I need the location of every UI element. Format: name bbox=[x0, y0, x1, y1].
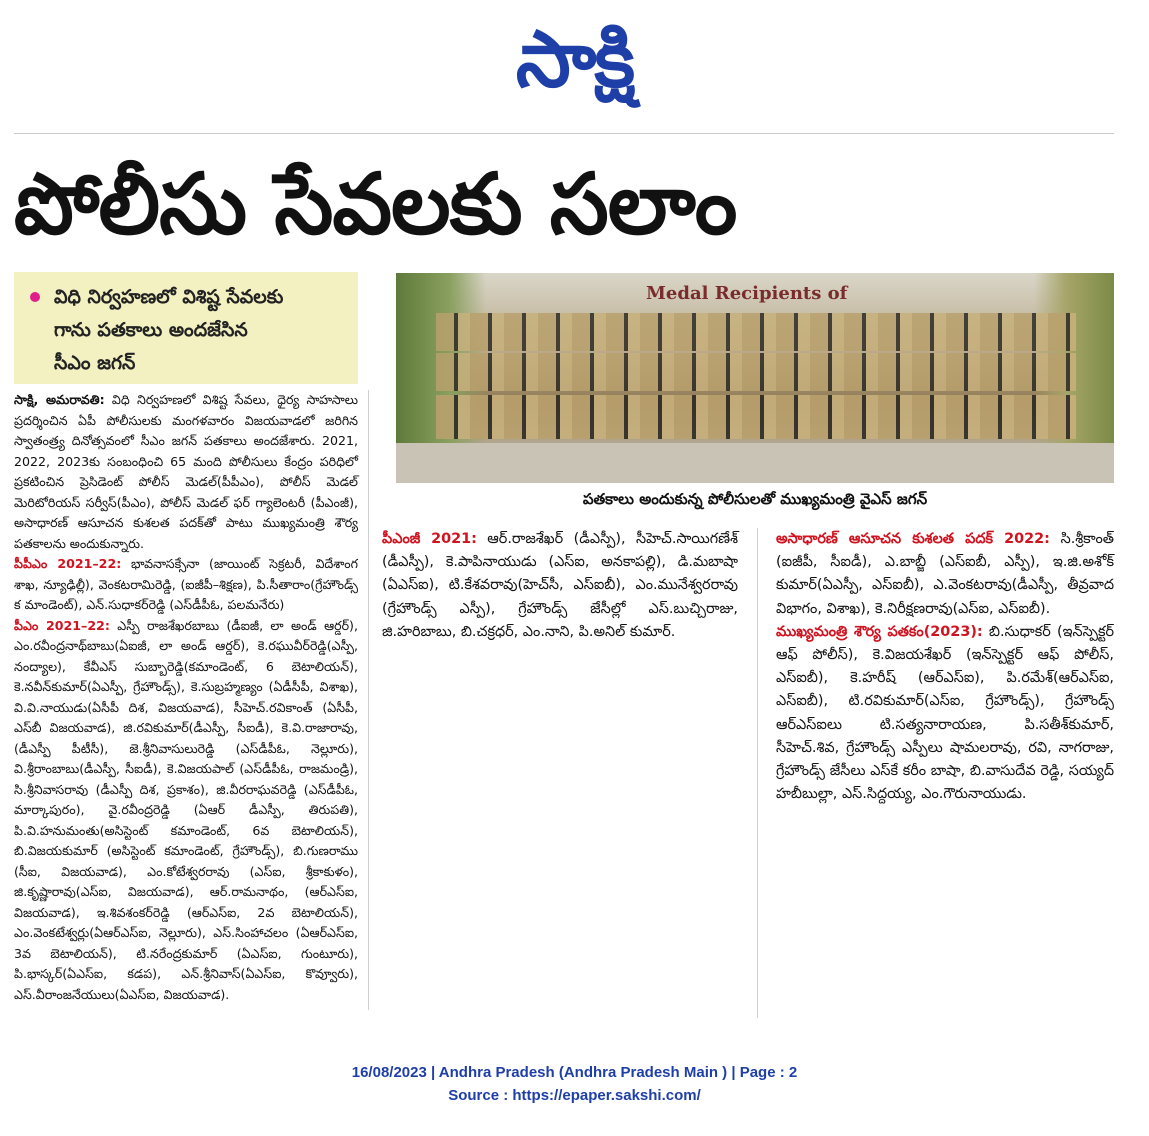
section-pmg bbox=[382, 528, 738, 644]
photo-row-front bbox=[436, 395, 1076, 439]
photo-row-back bbox=[436, 313, 1076, 351]
column-divider-1 bbox=[368, 390, 369, 1010]
dateline: సాక్షి, అమరావతి: bbox=[14, 392, 105, 407]
section-pm bbox=[14, 616, 358, 1006]
photo-row-middle bbox=[436, 353, 1076, 391]
section-heading: పీఎంజీ 2021: bbox=[382, 531, 477, 547]
section-heading: పీఎం 2021–22: bbox=[14, 617, 110, 633]
article-intro bbox=[14, 390, 358, 554]
group-photo bbox=[396, 273, 1114, 483]
bullet-icon bbox=[30, 292, 40, 302]
article-column-3 bbox=[776, 528, 1114, 806]
article-column-1 bbox=[14, 390, 358, 1005]
intro-text: విధి నిర్వహణలో విశిష్ట సేవలు, ధైర్య సాహసాలు ప్రదర్శించిన ఏపీ పోలీసులకు మంగళవారం విజయవాడలో జరిగిన స్వాతంత్ర్య దినోత్సవంలో సీఎం జగన్ పతకాలు అందజేశారు. 2021, 2022, 2023కు సంబంధించి 65 మంది పోలీసులు కేంద్రం పరిధిలో ప్రకటించిన ప్రెసిడెంట్ పోలీస్ మెడల్(పీపీఎం), పోలీస్ మెడల్ మెరిటోరియస్ సర్వీస్(పీఎం), పోలీస్ మెడల్ ఫర్ గ్యాలెంటరీ (పీఎంజీ), అసాధారణ్ ఆసూచన కుశలత పదక్‌తో పాటు ముఖ్యమంత్రి శౌర్య పతకాలను అందుకున్నారు. bbox=[14, 392, 358, 551]
masthead-divider bbox=[14, 133, 1114, 134]
section-text: సి.శ్రీకాంత్ (ఐజీపీ, సీఐడీ), ఎ.బాబ్జీ (ఎస్ఐబీ, ఎస్పీ), ఇ.జి.అశోక్ కుమార్(ఏఎస్పీ, ఎస్ఐబీ), ఎ.వెంకటరావు(డీఎస్పీ, తీవ్రవాద విభాగం, విశాఖ), కె.నిరీక్షణరావు(ఎస్ఐ, ఎస్ఐబీ). bbox=[776, 531, 1114, 617]
sakshi-logo: సాక్షి bbox=[515, 15, 634, 105]
section-aakp bbox=[776, 528, 1114, 621]
section-cm-medal bbox=[776, 621, 1114, 807]
masthead bbox=[0, 10, 1149, 110]
highlight-box bbox=[14, 272, 358, 384]
section-heading: పీపీఎం 2021–22: bbox=[14, 556, 122, 571]
photo-floor bbox=[396, 443, 1114, 483]
section-ppm bbox=[14, 554, 358, 616]
section-text: ఎస్పీ రాజశేఖరబాబు (డీఐజీ, లా అండ్ ఆర్డర్), ఎం.రవీంద్రనాథ్‌బాబు(ఏఐజీ, లా అండ్ ఆర్డర్), కె.రఘువీర్‌రెడ్డి(ఎస్పీ, నంద్యాల), కేవీఎస్ సుబ్బారెడ్డి(కమాండెంట్, 6 బెటాలియన్), కె.నవీన్‌కుమార్(ఏఎస్పీ, గ్రేహౌండ్స్), కె.సుబ్రహ్మణ్యం (ఏడీసీపీ, విశాఖ), వి.వి.నాయుడు(ఏసీపీ దిశ, విజయవాడ), సీహెచ్.రవికాంత్ (ఏసీపీ, ఎస్‌బీ విజయవాడ), జి.రవికుమార్(డీఎస్పీ, సీఐడీ), కె.వి.రాజారావు, (డీఎస్పీ పీటీసీ), జె.శ్రీనివాసులురెడ్డి (ఎస్‌డీపీఓ, నెల్లూరు), వి.శ్రీరాంబాబు(డీఎస్పీ, సీఐడీ), కె.విజయపాల్ (ఎస్‌డీపీఓ, రాజమండ్రి), సి.శ్రీనివాసరావు (డీఎస్పీ దిశ, ప్రకాశం), జి.వీరరాఘవరెడ్డి (ఎస్‌డీపీఓ, మార్కాపురం), వై.రవీంద్రరెడ్డి (ఏఆర్ డీఎస్పీ, తిరుపతి), పి.వి.హనుమంతు(అసిస్టెంట్ కమాండెంట్, 6వ బెటాలియన్), బి.విజయకుమార్ (అసిస్టెంట్ కమాండెంట్, గ్రేహౌండ్స్), బి.గుణరాము (సీఐ, విజయవాడ), ఎం.కోటేశ్వరరావు (ఎస్ఐ, శ్రీకాకుళం), జి.కృష్ణారావు(ఎస్ఐ, విజయవాడ), ఆర్.రామనాథం, (ఆర్ఎస్ఐ, విజయవాడ), ఇ.శివశంకర్‌రెడ్డి (ఆర్ఎస్ఐ, 2వ బెటాలియన్), ఎం.వెంకటేశ్వర్లు(ఏఆర్ఎస్ఐ, నెల్లూరు), ఎస్.సింహాచలం (ఏఆర్ఎస్ఐ, 3వ బెటాలియన్), టి.నరేంద్రకుమార్ (ఏఎస్ఐ, గుంటూరు), పి.భాస్కర్(ఏఎస్ఐ, కడప), ఎన్.శ్రీనివాస్(ఏఎస్ఐ, కొవ్వూరు), ఎస్.వీరాంజనేయులు(ఏఎస్ఐ, విజయవాడ). bbox=[14, 617, 358, 1002]
section-heading: అసాధారణ్ ఆసూచన కుశలత పదక్ 2022: bbox=[776, 531, 1050, 547]
highlight-line-2: గాను పతకాలు అందజేసిన bbox=[54, 319, 248, 341]
section-text: ఆర్.రాజశేఖర్ (డీఎస్పీ), సీహెచ్.సాయిగణేశ్ (డీఎస్పీ), కె.పాపినాయుడు (ఎస్ఐ, అనకాపల్లి), డి.మబాషా (ఏఎస్ఐ), టి.కేశవరావు(హెచ్‌సీ, ఎస్ఐబీ), ఎం.మునేశ్వరరావు (గ్రేహౌండ్స్ ఎస్పీ), గ్రేహౌండ్స్ జేసీల్లో ఎస్.బుచ్చిరాజు, జి.హరిబాబు, బి.చక్రధర్, ఎం.నాని, పి.అనిల్ కుమార్. bbox=[382, 531, 738, 640]
headline: పోలీసు సేవలకు సలాం bbox=[14, 155, 737, 253]
highlight-line-3: సీఎం జగన్ bbox=[54, 352, 136, 374]
photo-banner-text: Medal Recipients of bbox=[646, 283, 848, 304]
footer-edition-line: 16/08/2023 | Andhra Pradesh (Andhra Pradesh Main ) | Page : 2 bbox=[351, 1064, 798, 1081]
section-text: భావనాసక్సేనా (జాయింట్ సెక్రటరీ, విదేశాంగ శాఖ, న్యూఢిల్లీ), వెంకటరామిరెడ్డి, (ఐజీపీ–శిక్షణ), పి.సీతారాం(గ్రేహౌండ్స్ క మాండెంట్), ఎన్.సుధాకర్‌రెడ్డి (ఎస్‌డీపీఓ, పలమనేరు) bbox=[14, 556, 358, 612]
column-divider-2 bbox=[757, 528, 758, 1018]
section-heading: ముఖ్యమంత్రి శౌర్య పతకం(2023): bbox=[776, 623, 983, 640]
section-text: బి.సుధాకర్ (ఇన్‌స్పెక్టర్ ఆఫ్ పోలీస్), కె.విజయశేఖర్ (ఇన్‌స్పెక్టర్ ఆఫ్ పోలీస్, ఎస్ఐబీ), కె.హరీష్ (ఆర్ఎస్ఐ), పి.రమేశ్(ఆర్ఎస్ఐ, ఎస్ఐబీ), టి.రవికుమార్(ఎస్ఐ, గ్రేహౌండ్స్), గ్రేహౌండ్స్ ఆర్ఎస్ఐలు టి.సత్యనారాయణ, పి.సతీశ్‌కుమార్, సీహెచ్.శివ, గ్రేహౌండ్స్ ఎస్పీలు షామలరావు, రవి, నాగరాజు, గ్రేహౌండ్స్ జేసీలు ఎస్‌కే కరీం బాషా, బి.వాసుదేవ రెడ్డి, సయ్యద్ హబీబుల్లా, ఎస్.సిద్దయ్య, ఎం.గౌరునాయుడు. bbox=[776, 623, 1114, 803]
highlight-line-1: విధి నిర్వహణలో విశిష్ట సేవలకు bbox=[54, 286, 284, 308]
article-column-2 bbox=[382, 528, 738, 644]
footer-source-link[interactable]: Source : https://epaper.sakshi.com/ bbox=[448, 1087, 701, 1104]
photo-caption: పతకాలు అందుకున్న పోలీసులతో ముఖ్యమంత్రి వైఎస్ జగన్ bbox=[582, 490, 928, 508]
